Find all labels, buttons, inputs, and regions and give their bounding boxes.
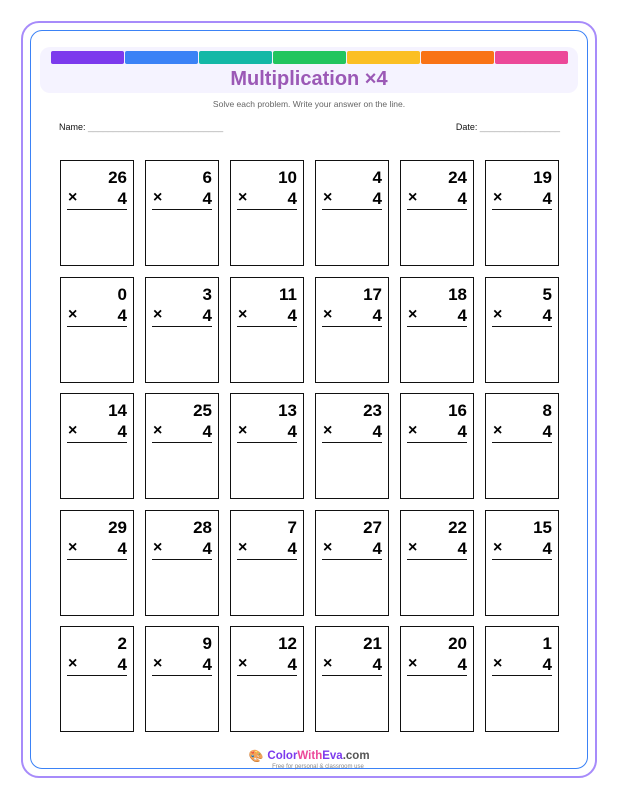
multiplicand: 25 <box>193 401 212 420</box>
times-sign: × <box>323 655 333 672</box>
multiplier: 4 <box>202 422 212 441</box>
multiplier: 4 <box>117 655 127 674</box>
answer-line <box>67 209 127 210</box>
problem-card[interactable] <box>485 277 559 383</box>
problem-card[interactable] <box>230 160 304 266</box>
multiplier: 4 <box>542 422 552 441</box>
name-field <box>59 122 223 132</box>
date-blank: ________________ <box>479 122 560 132</box>
answer-line <box>322 326 382 327</box>
answer-line <box>322 675 382 676</box>
answer-line <box>407 559 467 560</box>
problem-card[interactable] <box>145 160 219 266</box>
answer-line <box>492 675 552 676</box>
multiplicand: 16 <box>448 401 467 420</box>
multiplicand: 12 <box>278 634 297 653</box>
multiplier: 4 <box>117 539 127 558</box>
problem-card[interactable] <box>485 510 559 616</box>
name-blank: ___________________________ <box>88 122 224 132</box>
problem-card[interactable] <box>315 160 389 266</box>
times-sign: × <box>238 422 248 439</box>
multiplier: 4 <box>287 306 297 325</box>
times-sign: × <box>238 539 248 556</box>
times-sign: × <box>408 655 418 672</box>
problem-card[interactable] <box>60 510 134 616</box>
problem-card[interactable] <box>230 277 304 383</box>
multiplier: 4 <box>457 539 467 558</box>
times-sign: × <box>68 655 78 672</box>
problem-card[interactable] <box>230 626 304 732</box>
color-stripe <box>495 51 568 64</box>
multiplicand: 0 <box>117 285 127 304</box>
multiplier: 4 <box>287 655 297 674</box>
times-sign: × <box>408 189 418 206</box>
answer-line <box>407 326 467 327</box>
answer-line <box>237 442 297 443</box>
answer-line <box>237 209 297 210</box>
problem-card[interactable] <box>315 626 389 732</box>
times-sign: × <box>238 306 248 323</box>
times-sign: × <box>323 422 333 439</box>
multiplicand: 28 <box>193 518 212 537</box>
answer-line <box>67 442 127 443</box>
multiplicand: 26 <box>108 168 127 187</box>
answer-line <box>152 675 212 676</box>
color-stripe <box>199 51 272 64</box>
multiplier: 4 <box>457 655 467 674</box>
multiplicand: 7 <box>287 518 297 537</box>
times-sign: × <box>323 189 333 206</box>
multiplier: 4 <box>202 306 212 325</box>
multiplicand: 9 <box>202 634 212 653</box>
answer-line <box>322 209 382 210</box>
color-stripe <box>125 51 198 64</box>
problem-card[interactable] <box>485 626 559 732</box>
multiplier: 4 <box>372 189 382 208</box>
multiplicand: 5 <box>542 285 552 304</box>
multiplicand: 27 <box>363 518 382 537</box>
palette-icon: 🎨 <box>248 749 264 763</box>
times-sign: × <box>68 306 78 323</box>
answer-line <box>492 209 552 210</box>
brand-with: With <box>297 750 323 762</box>
times-sign: × <box>238 189 248 206</box>
multiplier: 4 <box>287 189 297 208</box>
multiplicand: 20 <box>448 634 467 653</box>
problem-card[interactable] <box>60 393 134 499</box>
answer-line <box>492 559 552 560</box>
multiplier: 4 <box>542 189 552 208</box>
footer-tagline: Free for personal & classroom use <box>272 764 364 770</box>
multiplier: 4 <box>287 539 297 558</box>
problem-card[interactable] <box>60 277 134 383</box>
brand-tld: .com <box>342 750 370 762</box>
problem-card[interactable] <box>485 160 559 266</box>
times-sign: × <box>408 539 418 556</box>
times-sign: × <box>153 422 163 439</box>
problem-card[interactable] <box>400 277 474 383</box>
date-field <box>456 122 560 132</box>
brand-eva: Eva <box>322 750 343 762</box>
multiplicand: 3 <box>202 285 212 304</box>
times-sign: × <box>408 422 418 439</box>
page-title: Multiplication ×4 <box>230 68 388 90</box>
multiplicand: 29 <box>108 518 127 537</box>
brand-color: Color <box>267 750 298 762</box>
answer-line <box>152 442 212 443</box>
answer-line <box>152 326 212 327</box>
answer-line <box>322 559 382 560</box>
problem-card[interactable] <box>400 160 474 266</box>
multiplier: 4 <box>372 422 382 441</box>
color-stripe <box>273 51 346 64</box>
answer-line <box>492 442 552 443</box>
answer-line <box>407 442 467 443</box>
problem-card[interactable] <box>315 510 389 616</box>
multiplier: 4 <box>372 539 382 558</box>
times-sign: × <box>68 189 78 206</box>
multiplicand: 19 <box>533 168 552 187</box>
multiplicand: 11 <box>279 285 297 304</box>
problem-card[interactable] <box>315 277 389 383</box>
multiplicand: 10 <box>278 168 297 187</box>
multiplier: 4 <box>457 306 467 325</box>
multiplier: 4 <box>542 655 552 674</box>
multiplicand: 4 <box>372 168 382 187</box>
times-sign: × <box>323 306 333 323</box>
answer-line <box>67 559 127 560</box>
times-sign: × <box>153 306 163 323</box>
problem-card[interactable] <box>400 510 474 616</box>
multiplier: 4 <box>457 422 467 441</box>
name-label: Name: <box>59 122 86 132</box>
multiplier: 4 <box>457 189 467 208</box>
multiplier: 4 <box>117 422 127 441</box>
color-stripe <box>421 51 494 64</box>
multiplier: 4 <box>542 306 552 325</box>
answer-line <box>407 675 467 676</box>
times-sign: × <box>493 539 503 556</box>
multiplier: 4 <box>117 306 127 325</box>
color-stripe <box>51 51 124 64</box>
problem-card[interactable] <box>485 393 559 499</box>
times-sign: × <box>153 539 163 556</box>
instructions: Solve each problem. Write your answer on the line. <box>212 99 406 109</box>
color-stripe <box>347 51 420 64</box>
problem-card[interactable] <box>145 510 219 616</box>
problem-card[interactable] <box>230 510 304 616</box>
multiplicand: 15 <box>533 518 552 537</box>
date-label: Date: <box>455 122 478 132</box>
brand-logo <box>248 749 369 763</box>
problem-card[interactable] <box>145 393 219 499</box>
multiplicand: 24 <box>448 168 467 187</box>
answer-line <box>237 675 297 676</box>
multiplicand: 14 <box>108 401 127 420</box>
multiplier: 4 <box>202 655 212 674</box>
answer-line <box>407 209 467 210</box>
multiplicand: 13 <box>278 401 297 420</box>
multiplicand: 21 <box>363 634 382 653</box>
multiplier: 4 <box>202 189 212 208</box>
times-sign: × <box>493 189 503 206</box>
answer-line <box>152 559 212 560</box>
multiplier: 4 <box>202 539 212 558</box>
times-sign: × <box>238 655 248 672</box>
footer <box>0 747 618 770</box>
answer-line <box>67 326 127 327</box>
times-sign: × <box>153 655 163 672</box>
multiplicand: 17 <box>363 285 382 304</box>
multiplier: 4 <box>372 306 382 325</box>
problem-card[interactable] <box>230 393 304 499</box>
answer-line <box>152 209 212 210</box>
multiplier: 4 <box>287 422 297 441</box>
times-sign: × <box>493 422 503 439</box>
multiplier: 4 <box>372 655 382 674</box>
answer-line <box>322 442 382 443</box>
problem-card[interactable] <box>400 626 474 732</box>
answer-line <box>67 675 127 676</box>
problem-card[interactable] <box>315 393 389 499</box>
multiplicand: 8 <box>542 401 552 420</box>
problem-card[interactable] <box>60 160 134 266</box>
multiplicand: 23 <box>363 401 382 420</box>
answer-line <box>492 326 552 327</box>
times-sign: × <box>408 306 418 323</box>
multiplicand: 1 <box>542 634 552 653</box>
multiplicand: 6 <box>202 168 212 187</box>
multiplicand: 18 <box>448 285 467 304</box>
answer-line <box>237 326 297 327</box>
multiplicand: 22 <box>448 518 467 537</box>
color-stripes <box>51 51 568 64</box>
problem-card[interactable] <box>145 626 219 732</box>
times-sign: × <box>493 306 503 323</box>
multiplier: 4 <box>117 189 127 208</box>
times-sign: × <box>68 422 78 439</box>
times-sign: × <box>153 189 163 206</box>
times-sign: × <box>493 655 503 672</box>
problem-card[interactable] <box>60 626 134 732</box>
answer-line <box>237 559 297 560</box>
times-sign: × <box>68 539 78 556</box>
multiplicand: 2 <box>117 634 127 653</box>
problem-card[interactable] <box>400 393 474 499</box>
times-sign: × <box>323 539 333 556</box>
multiplier: 4 <box>542 539 552 558</box>
problem-card[interactable] <box>145 277 219 383</box>
